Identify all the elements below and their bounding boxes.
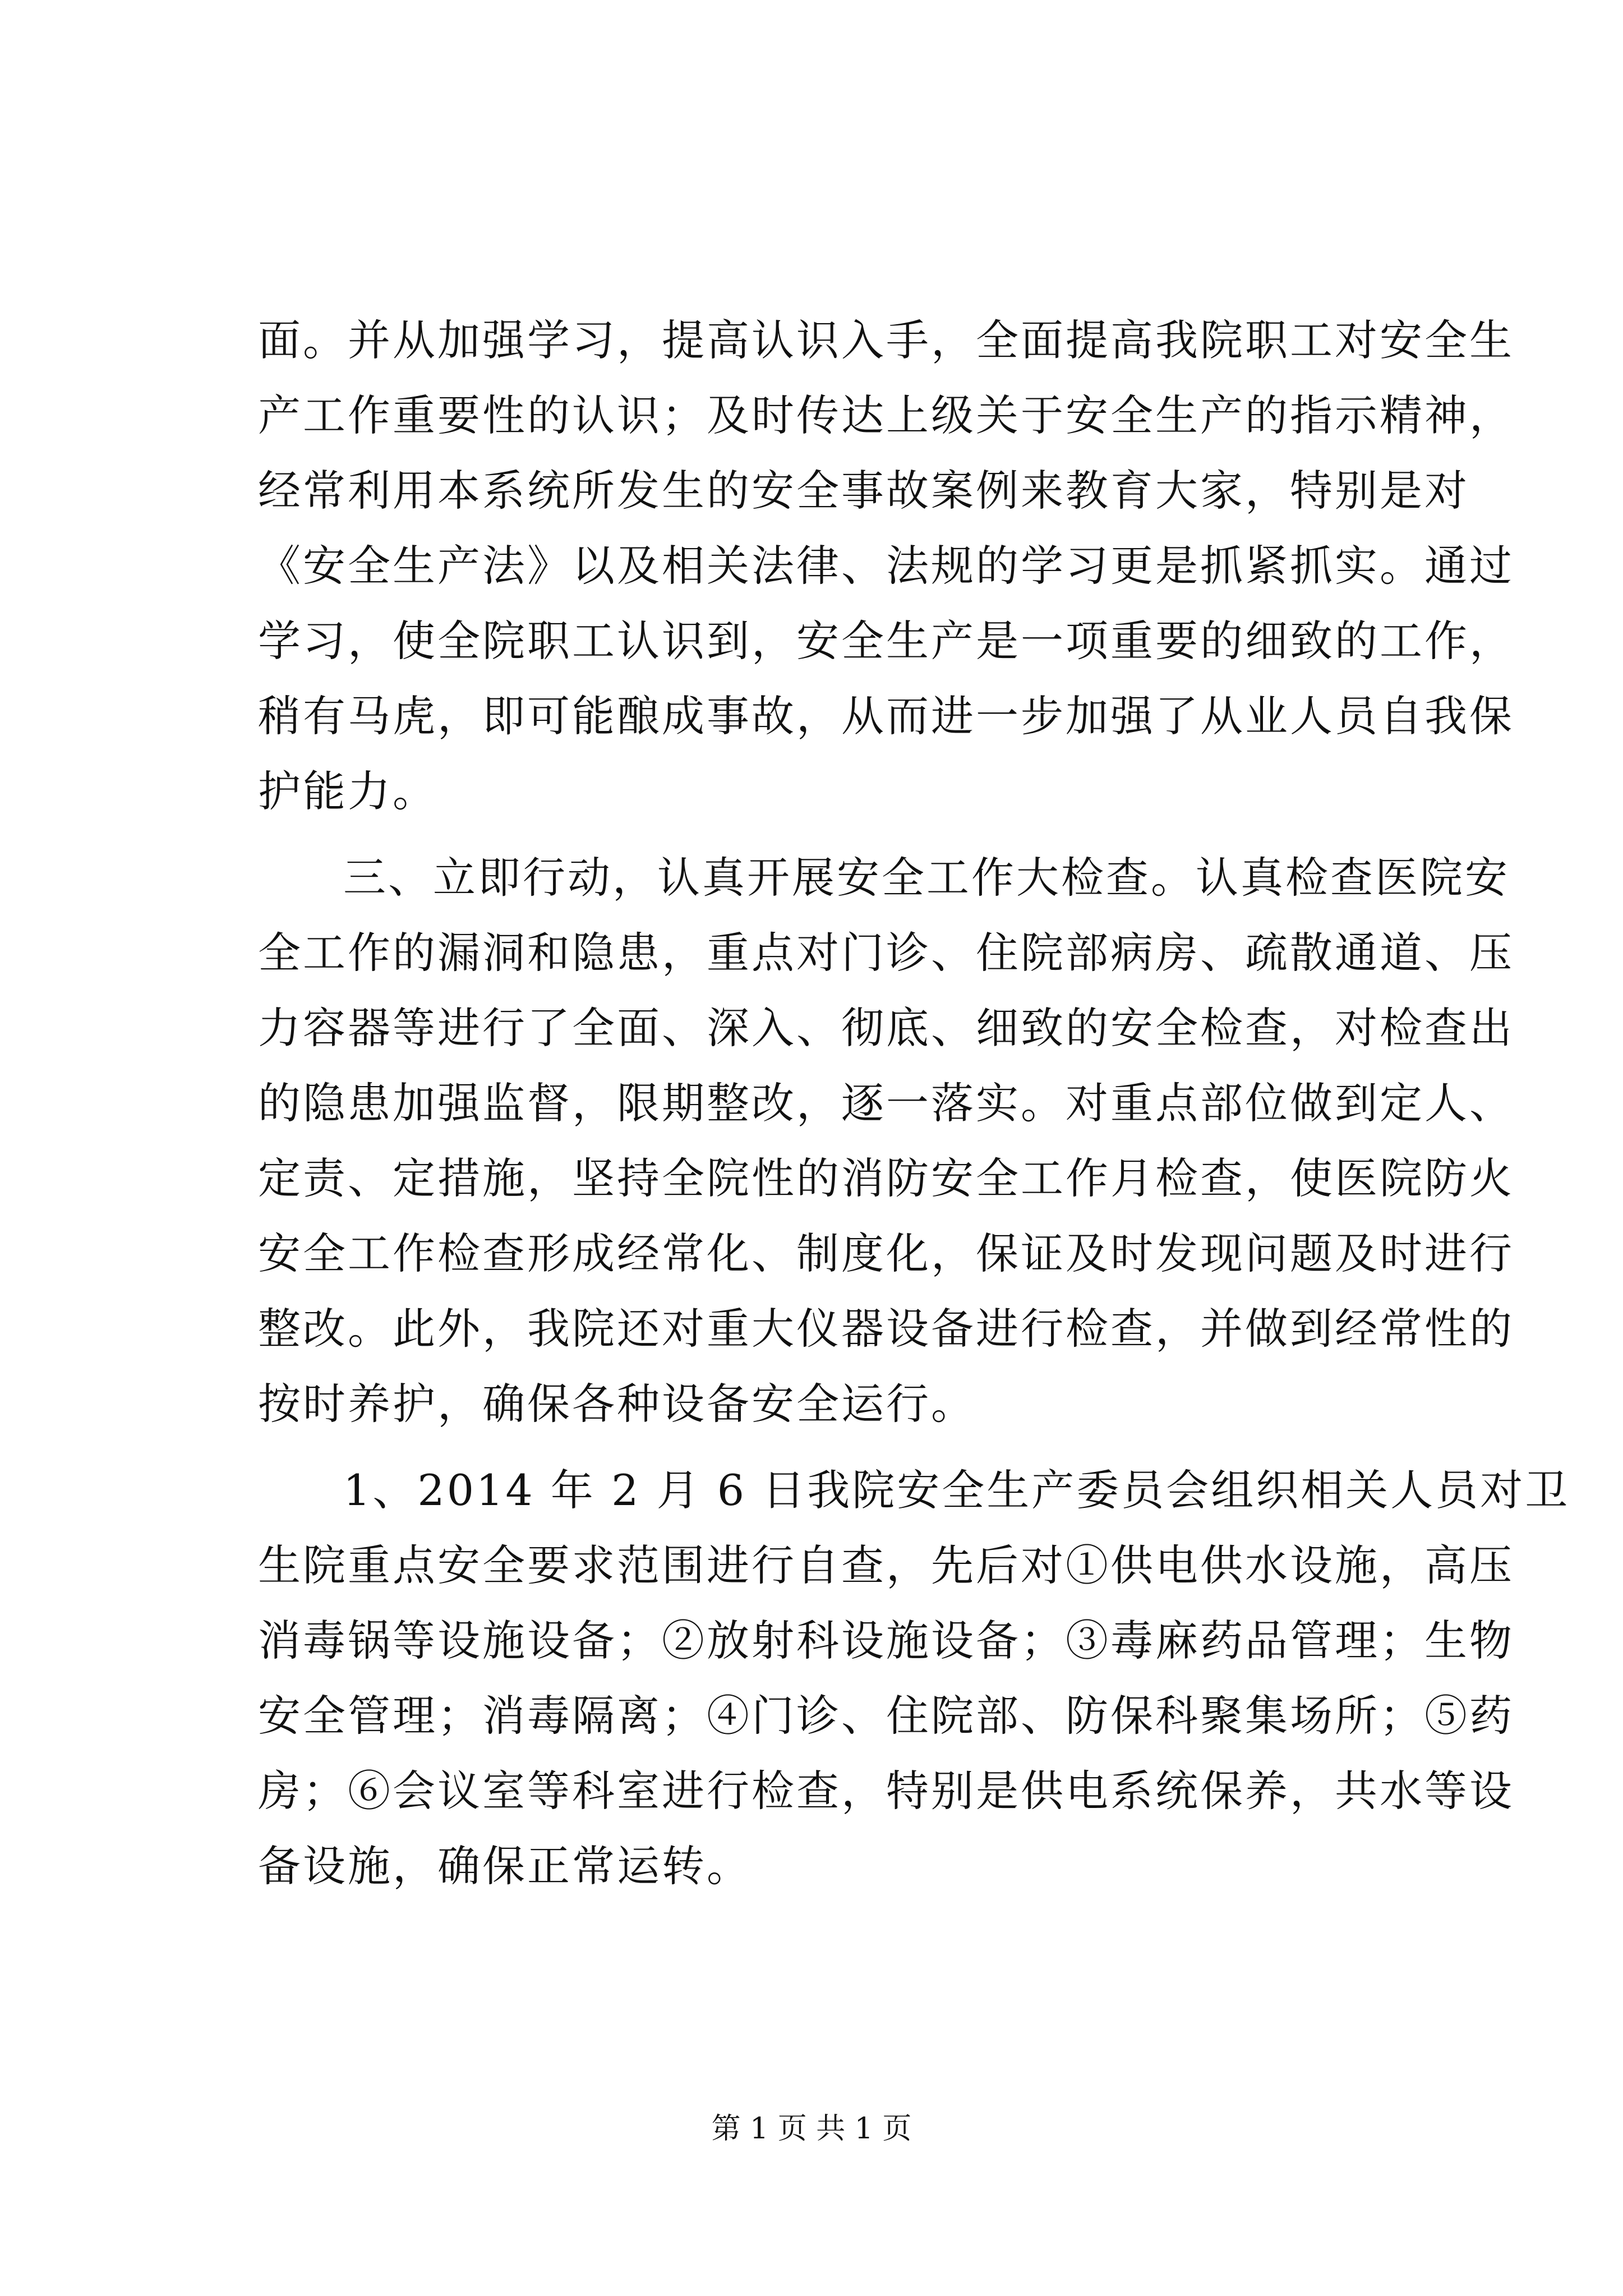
text-line: 力容器等进行了全面、深入、彻底、细致的安全检查，对检查出 bbox=[258, 1003, 1514, 1053]
text-line: 房；⑥会议室等科室进行检查，特别是供电系统保养，共水等设 bbox=[258, 1766, 1514, 1816]
text-line: 的隐患加强监督，限期整改，逐一落实。对重点部位做到定人、 bbox=[258, 1078, 1514, 1128]
text-line: 稍有马虎，即可能酿成事故，从而进一步加强了从业人员自我保 bbox=[258, 691, 1514, 741]
document-body bbox=[258, 303, 1570, 1904]
paragraph bbox=[258, 840, 1514, 1442]
text-line: 定责、定措施，坚持全院性的消防安全工作月检查，使医院防火 bbox=[258, 1153, 1514, 1203]
text-line: 安全工作检查形成经常化、制度化，保证及时发现问题及时进行 bbox=[258, 1228, 1514, 1278]
text-line: 1、2014 年 2 月 6 日我院安全生产委员会组织相关人员对卫 bbox=[343, 1465, 1570, 1515]
text-line: 备设施，确保正常运转。 bbox=[258, 1841, 751, 1891]
text-line: 经常利用本系统所发生的安全事故案例来教育大家，特别是对 bbox=[258, 466, 1469, 516]
text-line: 整改。此外，我院还对重大仪器设备进行检查，并做到经常性的 bbox=[258, 1304, 1514, 1354]
text-line: 面。并从加强学习，提高认识入手，全面提高我院职工对安全生 bbox=[258, 315, 1514, 365]
paragraph bbox=[258, 1453, 1570, 1904]
text-line: 学习，使全院职工认识到，安全生产是一项重要的细致的工作， bbox=[258, 616, 1514, 666]
text-line: 《安全生产法》以及相关法律、法规的学习更是抓紧抓实。通过 bbox=[258, 541, 1514, 591]
page-number-footer: 第 1 页 共 1 页 bbox=[711, 2112, 912, 2146]
text-line: 三、立即行动，认真开展安全工作大检查。认真检查医院安 bbox=[343, 853, 1510, 903]
text-line: 安全管理；消毒隔离；④门诊、住院部、防保科聚集场所；⑤药 bbox=[258, 1691, 1514, 1741]
paragraph bbox=[258, 303, 1514, 829]
text-line: 全工作的漏洞和隐患，重点对门诊、住院部病房、疏散通道、压 bbox=[258, 928, 1514, 978]
text-line: 生院重点安全要求范围进行自查，先后对①供电供水设施，高压 bbox=[258, 1540, 1514, 1590]
text-line: 消毒锅等设施设备；②放射科设施设备；③毒麻药品管理；生物 bbox=[258, 1616, 1514, 1665]
text-line: 按时养护，确保各种设备安全运行。 bbox=[258, 1379, 976, 1429]
text-line: 产工作重要性的认识；及时传达上级关于安全生产的指示精神， bbox=[258, 390, 1514, 440]
text-line: 护能力。 bbox=[258, 766, 437, 816]
